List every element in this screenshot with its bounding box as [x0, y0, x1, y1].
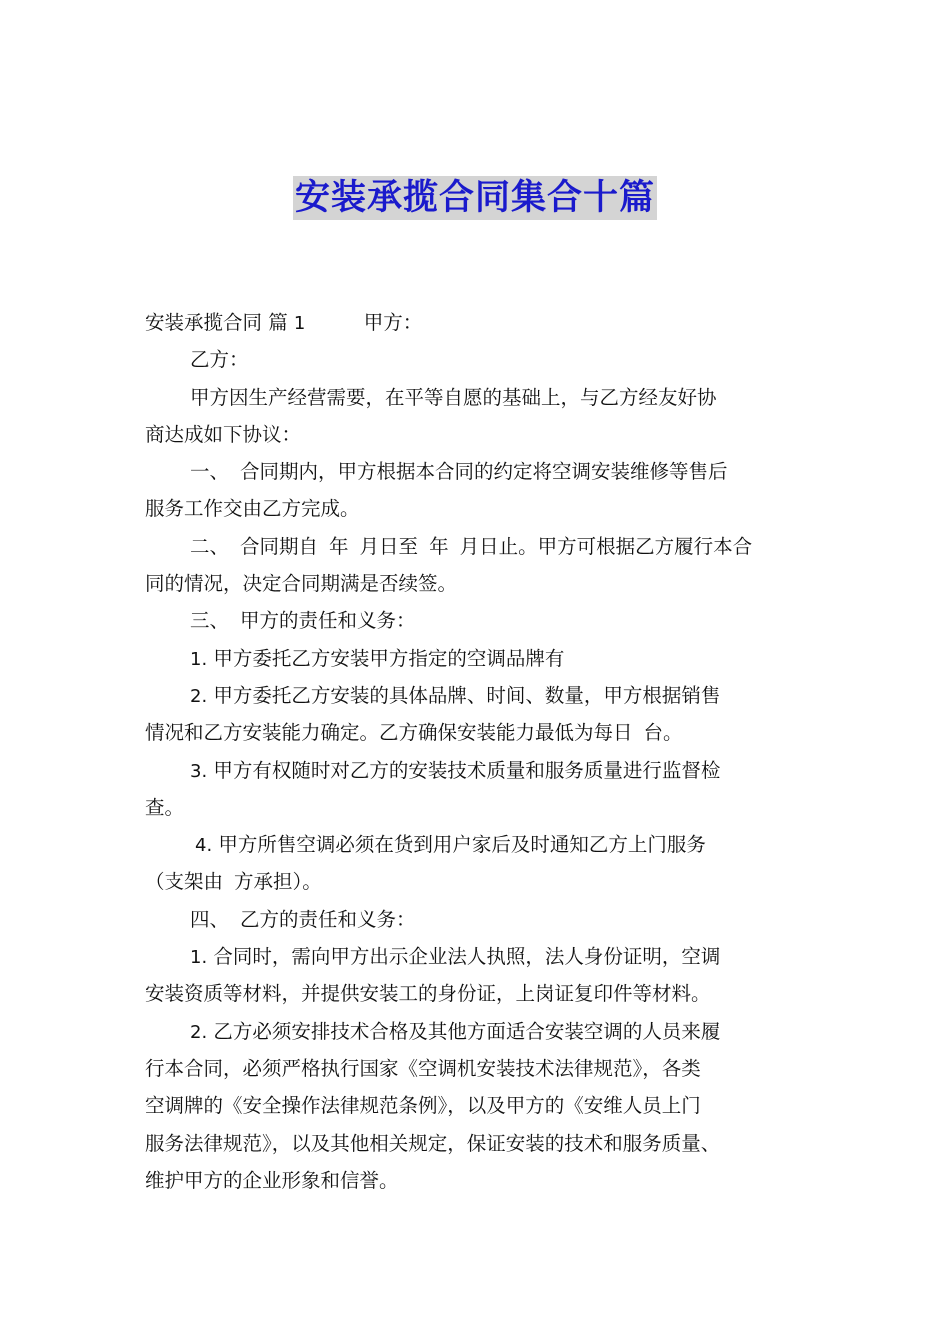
clause-number: 二、: [190, 534, 230, 558]
paragraph-line: 甲方因生产经营需要，在平等自愿的基础上，与乙方经友好协: [190, 385, 717, 409]
clause-title: 乙方的责任和义务：: [240, 907, 416, 931]
paragraph-line: 安装资质等材料，并提供安装工的身份证，上岗证复印件等材料。: [145, 982, 711, 1006]
item-number: 1.: [190, 648, 208, 670]
paragraph-line: 服务工作交由乙方完成。: [145, 497, 360, 521]
item-number: 1.: [190, 947, 208, 969]
contract-number: 1: [293, 313, 306, 334]
paragraph-line: 空调牌的《安全操作法律规范条例》，以及甲方的《安维人员上门: [145, 1094, 701, 1118]
blank-year: 年: [429, 534, 449, 558]
contract-heading: 安装承揽合同 篇: [145, 311, 288, 334]
item-number: 2.: [190, 1021, 208, 1043]
clause-title: 甲方的责任和义务：: [240, 609, 416, 633]
clause-3-title: [145, 602, 813, 639]
paragraph-line: 同的情况，决定合同期满是否续签。: [145, 572, 458, 596]
clause-number: 四、: [190, 907, 230, 931]
paragraph-line: 情况和乙方安装能力确定。乙方确保安装能力最低为每日 台。: [145, 721, 683, 745]
paragraph-line: 查。: [145, 795, 185, 819]
document-title: 安装承揽合同集合十篇: [294, 178, 655, 218]
party-a-label: 甲方：: [363, 311, 423, 334]
clause-number: 三、: [190, 609, 230, 633]
party-b-line: [145, 341, 813, 378]
list-item: 1. 合同时，需向甲方出示企业法人执照，法人身份证明，空调: [190, 945, 721, 969]
paragraph-line: （支架由 方承担）。: [145, 870, 322, 894]
list-item: 1. 甲方委托乙方安装甲方指定的空调品牌有: [190, 646, 565, 670]
blank-year: 年: [329, 534, 349, 558]
clause-text: 月日至: [359, 534, 419, 558]
paragraph-line: 行本合同，必须严格执行国家《空调机安装技术法律规范》，各类: [145, 1056, 701, 1080]
paragraph-line: 维护甲方的企业形象和信誉。: [145, 1168, 399, 1192]
heading-line: [145, 304, 813, 341]
clause-number: 一、: [190, 460, 230, 484]
clause-4-title: [145, 901, 813, 938]
clause-1: [145, 453, 813, 490]
clause-text: 月日止。甲方可根据乙方履行本合: [459, 534, 753, 558]
clause-text: 合同期内，甲方根据本合同的约定将空调安装维修等售后: [240, 460, 728, 484]
list-item: 4. 甲方所售空调必须在货到用户家后及时通知乙方上门服务: [195, 833, 706, 857]
item-number: 3.: [190, 760, 208, 782]
list-item: 2. 甲方委托乙方安装的具体品牌、时间、数量，甲方根据销售: [190, 683, 721, 707]
item-number: 2.: [190, 685, 208, 707]
list-item: 3. 甲方有权随时对乙方的安装技术质量和服务质量进行监督检: [190, 758, 721, 782]
item-number: 4.: [195, 835, 213, 857]
list-item: 2. 乙方必须安排技术合格及其他方面适合安装空调的人员来履: [190, 1019, 721, 1043]
paragraph-line: 服务法律规范》，以及其他相关规定，保证安装的技术和服务质量、: [145, 1131, 721, 1155]
clause-2: [145, 528, 813, 565]
clause-text: 合同期自: [240, 534, 319, 558]
paragraph-line: 商达成如下协议：: [145, 422, 302, 446]
document-body: [145, 304, 813, 1199]
party-b-label: 乙方：: [190, 348, 249, 372]
